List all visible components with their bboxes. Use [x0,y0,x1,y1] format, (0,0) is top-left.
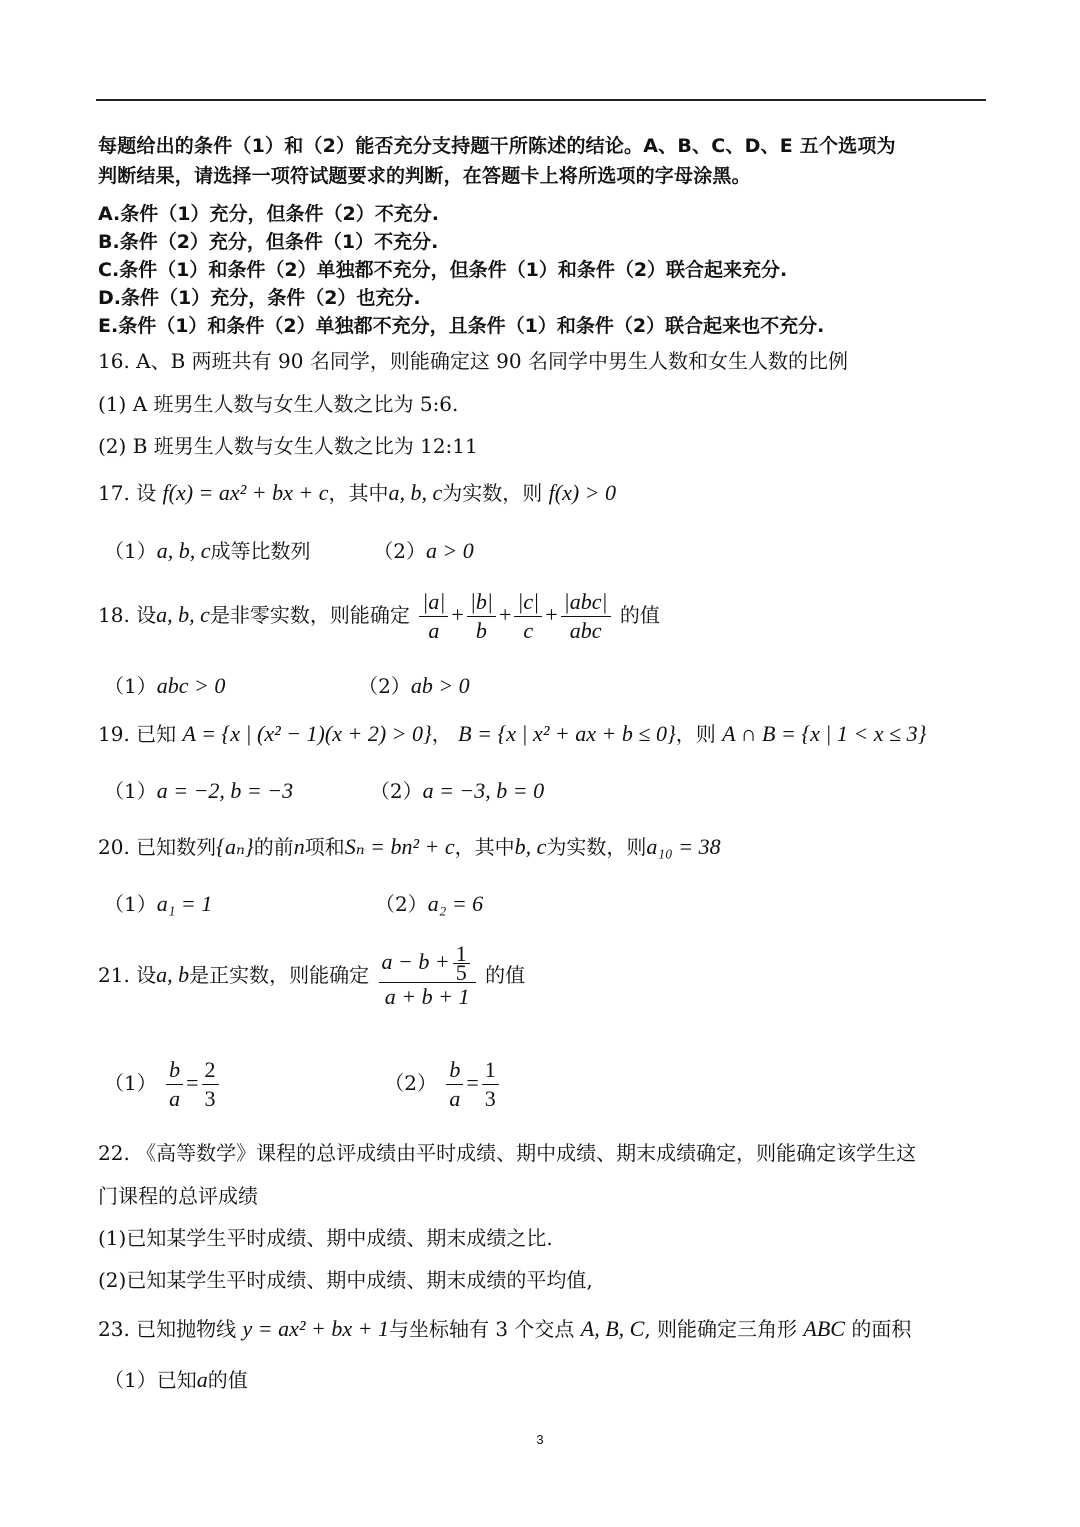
equals-sign: = [186,1070,199,1095]
q20-sequence: {aₙ} [216,834,254,859]
q20-text-1: 的前 [253,835,294,859]
q17-text-2: 为实数，则 [442,481,543,505]
q23-points: A, B, C [580,1316,645,1341]
q21-number: 21. 设 [98,963,157,988]
q18-fraction-c: $\frac{|c|}{c}$ [514,588,542,645]
q21-conditions [104,1056,502,1113]
q19-c1-math: a = −2, b = −3 [156,778,294,803]
q17-c2-math: a > 0 [425,538,474,563]
q17-conditions [104,535,474,564]
q22-stem-line-2: 门课程的总评成绩 [98,1184,258,1208]
q18-c1-math: abc > 0 [156,673,226,698]
q23-end: 的面积 [851,1317,912,1341]
q18-fraction-a: $\frac{|a|}{a}$ [419,588,448,645]
q18-conditions [104,670,470,699]
plus-sign: + [451,602,464,627]
q19-c2-label: （2） [369,779,423,803]
q20-stem [98,831,721,860]
q19-set-a: A = {x | (x² − 1)(x + 2) > 0} [182,721,432,746]
q19-conditions [104,775,544,804]
q20-text-3: ，其中 [454,835,515,859]
q23-parabola: y = ax² + bx + 1 [242,1316,389,1341]
q23-number: 23. 已知抛物线 [98,1317,237,1341]
q23-c1-var: a [196,1367,208,1392]
q20-number: 20. 已知数列 [98,835,217,859]
q21-end: 的值 [485,963,526,988]
q17-conclusion: f(x) > 0 [548,480,616,505]
q22-condition-1: (1)已知某学生平时成绩、期中成绩、期末成绩之比. [98,1226,553,1250]
q17-stem [98,477,616,506]
q19-number: 19. 已知 [98,722,177,746]
q17-c1-math: a, b, c [156,538,211,563]
header-rule [96,99,986,101]
q18-end: 的值 [619,603,660,627]
q21-denominator: a + b + 1 [384,984,470,1010]
equals-sign: = [466,1070,479,1095]
q19-sep: ， [431,722,452,746]
q19-stem [98,718,926,747]
q20-c2-label: （2） [374,892,428,916]
q21-c1-right: $\frac{2}{3}$ [202,1056,219,1113]
q17-text-1: ，其中 [328,481,389,505]
q18-c2-math: ab > 0 [410,673,470,698]
q19-c1-label: （1） [104,779,157,803]
option-a: A.条件（1）充分，但条件（2）不充分. [98,203,439,225]
q20-c2-math: a₂ = 6 [427,891,484,916]
q16-condition-1: (1) A 班男生人数与女生人数之比为 5:6. [98,392,459,416]
q20-text-4: 为实数，则 [546,835,647,859]
option-b: B.条件（2）充分，但条件（1）不充分. [98,231,439,253]
q21-c1-label: （1） [104,1071,157,1095]
q18-c1-label: （1） [104,674,157,698]
q23-c1-label: （1）已知 [104,1368,197,1392]
q22-stem-line-1: 22. 《高等数学》课程的总评成绩由平时成绩、期中成绩、期末成绩确定，则能确定该学生这 [98,1141,917,1165]
q21-expression [379,942,476,1011]
q17-c2-label: （2） [373,539,426,563]
q18-fraction-b: $\frac{|b|}{b}$ [467,588,496,645]
plus-sign: + [498,602,512,627]
option-d: D.条件（1）充分，条件（2）也充分. [98,287,421,309]
q17-c1-label: （1） [104,539,157,563]
q23-triangle: ABC [803,1316,845,1341]
q18-text: 是非零实数，则能确定 [209,603,410,627]
q21-inner-fraction: $\frac{1}{5}$ [453,945,470,982]
q23-condition-1 [104,1364,248,1393]
q21-c2-right: $\frac{1}{3}$ [482,1056,499,1113]
q18-number: 18. 设 [98,603,157,627]
q20-c1-math: a₁ = 1 [156,891,213,916]
q19-sep-2: ，则 [675,722,716,746]
q20-text-2: 项和 [304,835,345,859]
q23-c1-end: 的值 [207,1368,248,1392]
q21-numerator: a − b + [381,949,450,974]
plus-sign: + [545,602,558,627]
q19-intersection: A ∩ B = {x | 1 < x ≤ 3} [722,721,927,746]
q17-c1-text: 成等比数列 [210,539,311,563]
q23-text-1: 与坐标轴有 3 个交点 [388,1317,575,1341]
q21-c2-label: （2） [384,1071,437,1095]
q16-condition-2: (2) B 班男生人数与女生人数之比为 12:11 [98,434,478,458]
q23-stem [98,1313,911,1342]
q20-conditions [104,888,483,917]
q21-c2-left: $\frac{b}{a}$ [446,1056,463,1113]
q20-conclusion: a₁₀ = 38 [646,834,721,859]
q18-vars: a, b, c [156,602,210,627]
q19-c2-math: a = −3, b = 0 [422,778,545,803]
q20-sum: Sₙ = bn² + c [344,834,455,859]
q20-c1-label: （1） [104,892,157,916]
q18-fraction-abc: $\frac{\text{|abc|}}{\text{abc}}$ [561,588,611,645]
option-c: C.条件（1）和条件（2）单独都不充分，但条件（1）和条件（2）联合起来充分. [98,259,788,281]
q21-vars: a, b [156,962,190,988]
q17-vars: a, b, c [388,480,443,505]
q17-function: f(x) = ax² + bx + c [162,480,329,505]
instructions-line-1: 每题给出的条件（1）和（2）能否充分支持题干所陈述的结论。A、B、C、D、E 五个选项为 [98,135,896,157]
q23-text-2: , 则能确定三角形 [644,1317,798,1341]
q21-text: 是正实数，则能确定 [189,963,370,988]
page-number: 3 [536,1432,544,1447]
q17-number: 17. 设 [98,481,157,505]
q20-vars: b, c [514,834,547,859]
q20-n: n [293,834,305,859]
q21-c1-left: $\frac{b}{a}$ [166,1056,183,1113]
q19-set-b: B = {x | x² + ax + b ≤ 0} [458,721,676,746]
option-e: E.条件（1）和条件（2）单独都不充分，且条件（1）和条件（2）联合起来也不充分. [98,315,825,337]
q16-stem: 16. A、B 两班共有 90 名同学，则能确定这 90 名同学中男生人数和女生人数的比例 [98,349,848,373]
q21-stem [98,942,525,1011]
q18-c2-label: （2） [358,674,411,698]
instructions-line-2: 判断结果，请选择一项符试题要求的判断，在答题卡上将所选项的字母涂黑。 [98,165,751,187]
q22-condition-2: (2)已知某学生平时成绩、期中成绩、期末成绩的平均值, [98,1268,593,1292]
q18-stem [98,588,660,645]
